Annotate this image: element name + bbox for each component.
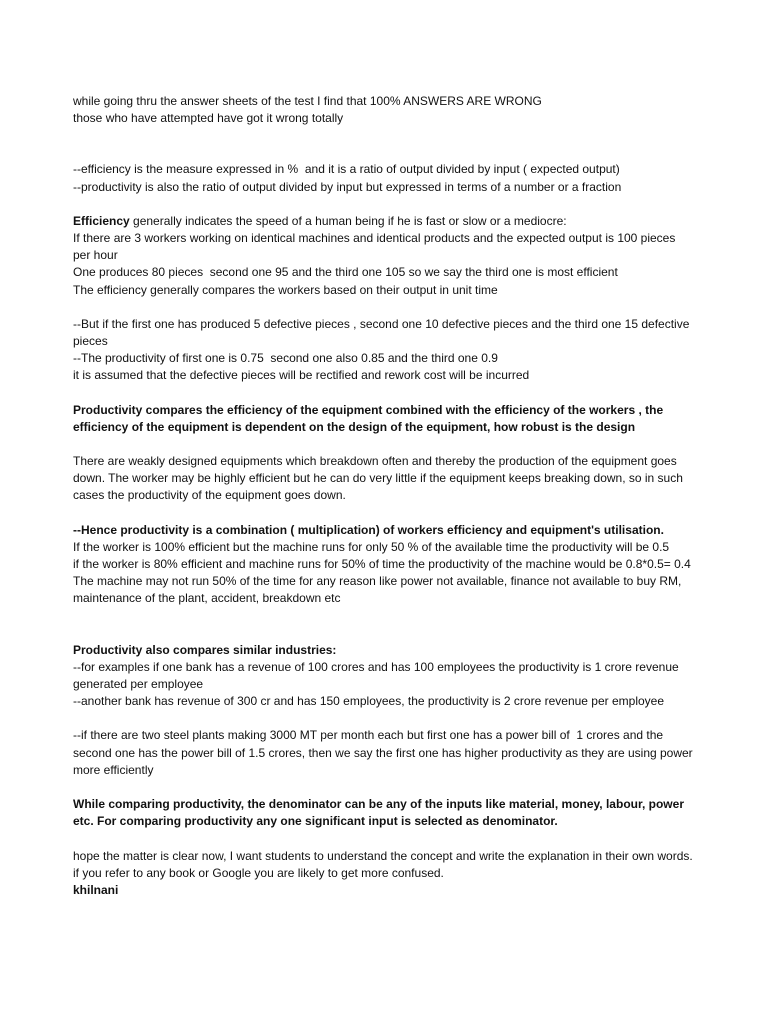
productivity-definition: --productivity is also the ratio of output divided by input but expressed in terms of a number or a fraction bbox=[73, 179, 622, 194]
closing-section bbox=[73, 848, 697, 900]
intro-line: while going thru the answer sheets of the test I find that 100% ANSWERS ARE WRONG bbox=[73, 94, 542, 108]
steel-section bbox=[73, 727, 697, 779]
efficiency-definition: --efficiency is the measure expressed in % and it is a ratio of output divided by input ( expected output) bbox=[73, 162, 620, 177]
efficiency-paragraph: If there are 3 workers working on identical machines and identical products and the expected output is 100 pieces per hour bbox=[73, 231, 679, 263]
efficiency-term: Efficiency bbox=[73, 213, 130, 228]
closing-paragraph: hope the matter is clear now, I want students to understand the concept and write the explanation in their own words. if you refer to any book or Google you are likely to get more confused. bbox=[73, 848, 697, 880]
defects-line: --But if the first one has produced 5 defective pieces , second one 10 defective pieces and the third one 15 defective pieces bbox=[73, 316, 693, 349]
equipment-paragraph: Productivity compares the efficiency of the equipment combined with the efficiency of the workers , the efficiency of the equipment is dependent on the design of the equipment, how robust is the design bbox=[73, 402, 667, 434]
efficiency-example: One produces 80 pieces second one 95 and the third one 105 so we say the third one is most efficient bbox=[73, 265, 618, 280]
intro-block bbox=[73, 93, 693, 127]
combination-section bbox=[73, 522, 693, 608]
denominator-paragraph: While comparing productivity, the denominator can be any of the inputs like material, money, labour, power etc. For comparing productivity any one significant input is selected as denominator. bbox=[73, 797, 688, 829]
industries-example: --for examples if one bank has a revenue of 100 crores and has 100 employees the productivity is 1 crore revenue generated per employee bbox=[73, 659, 683, 692]
signature: khilnani bbox=[73, 882, 119, 897]
combination-line: The machine may not run 50% of the time for any reason like power not available, finance not available to buy RM, maintenance of the plant, accident, breakdown etc bbox=[73, 574, 685, 606]
steel-paragraph: --if there are two steel plants making 3000 MT per month each but first one has a power bill of 1 crores and the second one has the power bill of 1.5 crores, then we say the first one has higher productivity as they are using power more efficiently bbox=[73, 728, 697, 777]
combination-line: If the worker is 100% efficient but the machine runs for only 50 % of the available time the productivity will be 0.5 bbox=[73, 539, 670, 554]
efficiency-intro-text: generally indicates the speed of a human being if he is fast or slow or a mediocre: bbox=[129, 213, 567, 228]
industries-example: --another bank has revenue of 300 cr and has 150 employees, the productivity is 2 crore revenue per employee bbox=[73, 694, 665, 709]
intro-line: those who have attempted have got it wrong totally bbox=[73, 111, 344, 126]
efficiency-summary: The efficiency generally compares the workers based on their output in unit time bbox=[73, 282, 498, 297]
document-body bbox=[73, 93, 697, 899]
efficiency-intro bbox=[73, 213, 693, 230]
efficiency-section bbox=[73, 213, 693, 299]
definitions-block bbox=[73, 161, 693, 195]
equipment-section bbox=[73, 402, 693, 436]
weak-equipment-paragraph: There are weakly designed equipments which breakdown often and thereby the production of the equipment goes down. The worker may be highly efficient but he can do very little if the equipment keeps breaking down, so in such cases the productivity of the equipment goes down. bbox=[73, 454, 687, 503]
industries-section bbox=[73, 642, 693, 711]
defects-line: it is assumed that the defective pieces will be rectified and rework cost will be incurred bbox=[73, 368, 530, 383]
industries-heading: Productivity also compares similar industries: bbox=[73, 642, 337, 657]
combination-heading: --Hence productivity is a combination ( multiplication) of workers efficiency and equipment's utilisation. bbox=[73, 522, 664, 537]
defects-line: --The productivity of first one is 0.75 second one also 0.85 and the third one 0.9 bbox=[73, 351, 498, 366]
denominator-section bbox=[73, 796, 693, 830]
weak-equipment-section bbox=[73, 453, 693, 505]
defects-section bbox=[73, 316, 693, 385]
combination-line: if the worker is 80% efficient and machine runs for 50% of time the productivity of the machine would be 0.8*0.5= 0.4 bbox=[73, 557, 691, 572]
